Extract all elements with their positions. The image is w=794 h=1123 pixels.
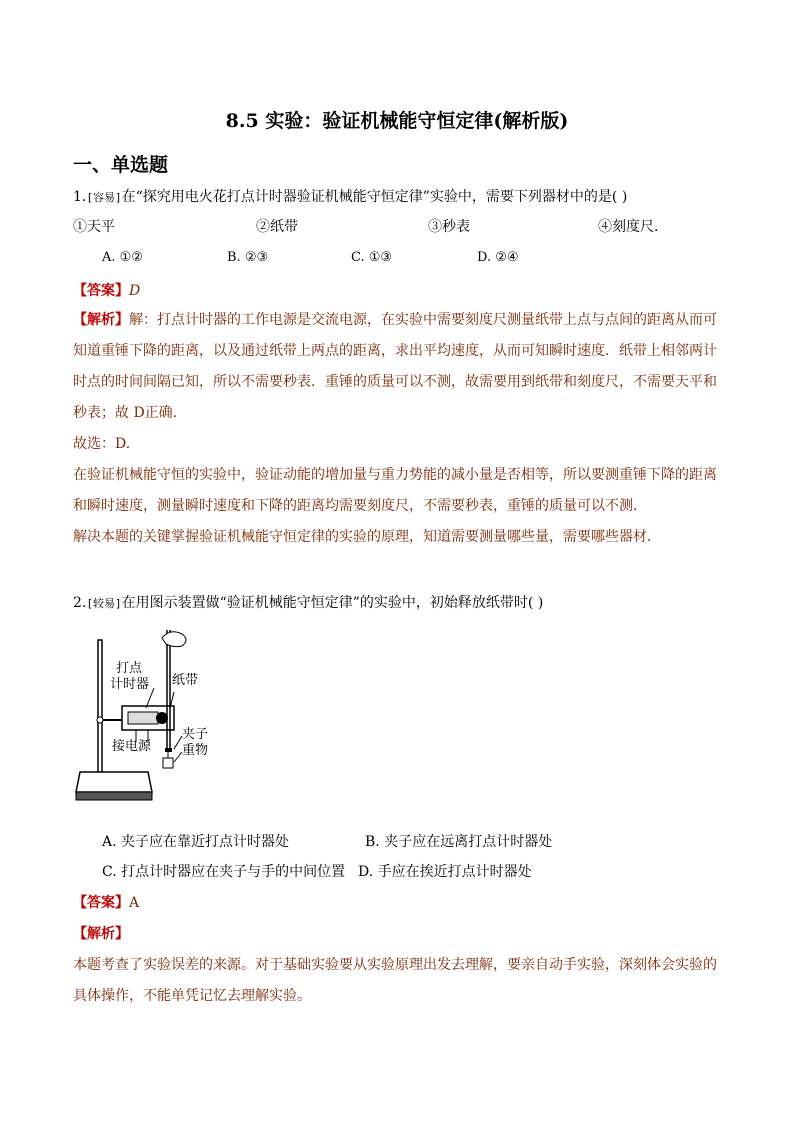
question-2-analysis bbox=[73, 950, 723, 1012]
question-1-answer: D bbox=[129, 283, 141, 299]
comment-line: 在验证机械能守恒的实验中，验证动能的增加量与重力势能的减小量是否相等，所以要测重锤下降的距离 bbox=[73, 467, 717, 483]
hand-icon bbox=[162, 632, 186, 647]
analysis-label: 【解析】 bbox=[73, 926, 129, 942]
label-clip: 夹子 bbox=[182, 727, 209, 742]
question-1-stem: 在“探究用电火花打点计时器验证机械能守恒定律”实验中，需要下列器材中的是( ) bbox=[121, 189, 628, 205]
question-1-option-b: B. ②③ bbox=[227, 250, 269, 265]
question-1-number: 1. bbox=[73, 189, 87, 205]
question-1-analysis bbox=[73, 305, 723, 553]
question-2-option-c: C. 打点计时器应在夹子与手的中间位置 bbox=[102, 864, 346, 880]
label-weight: 重物 bbox=[182, 743, 209, 758]
question-2-option-a: A. 夹子应在靠近打点计时器处 bbox=[102, 834, 290, 850]
question-1-option-d: D. ②④ bbox=[477, 250, 519, 265]
question-2-stem-row bbox=[73, 594, 543, 613]
analysis-line: 本题考查了实验误差的来源。对于基础实验要从实验原理出发去理解，要亲自动手实验，深刻体会实验的 bbox=[73, 957, 717, 973]
question-1-item-3: ③秒表 bbox=[428, 219, 470, 235]
section-heading: 一、单选题 bbox=[73, 154, 169, 176]
experiment-apparatus-figure bbox=[70, 624, 230, 810]
question-1-option-c: C. ①③ bbox=[351, 250, 393, 265]
analysis-line: 知道重锤下降的距离，以及通过纸带上两点的距离，求出平均速度，从而可知瞬时速度．纸带上相邻两计 bbox=[73, 343, 717, 359]
question-2-answer-row bbox=[73, 894, 139, 912]
answer-label: 【答案】 bbox=[73, 283, 129, 299]
question-1-difficulty-tag: [容易] bbox=[86, 191, 122, 204]
question-2-answer: A bbox=[129, 895, 140, 911]
weight bbox=[163, 758, 173, 768]
label-timer-2: 计时器 bbox=[110, 677, 150, 692]
question-2-difficulty-tag: [较易] bbox=[86, 597, 122, 610]
analysis-line: 时点的时间间隔已知，所以不需要秒表．重锤的质量可以不测，故需要用到纸带和刻度尺，不需要天平和 bbox=[73, 374, 717, 390]
timer-disc bbox=[156, 712, 168, 724]
choose-line: 故选：D. bbox=[73, 436, 131, 452]
question-1-option-a: A. ①② bbox=[102, 250, 143, 265]
clip bbox=[165, 748, 172, 752]
analysis-line: 具体操作，不能单凭记忆去理解实验。 bbox=[73, 988, 311, 1004]
comment-line: 解决本题的关键掌握验证机械能守恒定律的实验的原理，知道需要测量哪些量，需要哪些器材． bbox=[73, 529, 661, 545]
question-1-item-1: ①天平 bbox=[73, 219, 115, 235]
page-title: 8.5 实验：验证机械能守恒定律(解析版) bbox=[225, 110, 569, 132]
label-power: 接电源 bbox=[112, 739, 152, 754]
answer-label: 【答案】 bbox=[73, 895, 129, 911]
label-tape: 纸带 bbox=[172, 673, 199, 688]
stand-base-edge bbox=[76, 792, 152, 800]
analysis-line: 秒表；故 D正确． bbox=[73, 405, 187, 421]
timer-coil bbox=[128, 712, 158, 724]
analysis-label: 【解析】 bbox=[73, 312, 129, 328]
question-2-number: 2. bbox=[73, 595, 87, 611]
question-2-stem: 在用图示装置做“验证机械能守恒定律”的实验中，初始释放纸带时( ) bbox=[121, 595, 544, 611]
question-1-stem-row bbox=[73, 188, 627, 207]
question-1-answer-row bbox=[73, 282, 140, 300]
clamp-knob bbox=[97, 717, 103, 723]
stand-base bbox=[76, 772, 152, 792]
comment-line: 和瞬时速度，测量瞬时速度和下降的距离均需要刻度尺，不需要秒表，重锤的质量可以不测． bbox=[73, 498, 647, 514]
analysis-line: 【解析】解：打点计时器的工作电源是交流电源，在实验中需要刻度尺测量纸带上点与点间的距离从而可 bbox=[73, 312, 717, 328]
stand-rod bbox=[98, 640, 102, 788]
question-2-option-d: D. 手应在挨近打点计时器处 bbox=[358, 864, 532, 880]
label-timer-1: 打点 bbox=[116, 661, 143, 676]
question-1-item-2: ②纸带 bbox=[256, 219, 298, 235]
question-2-option-b: B. 夹子应在远离打点计时器处 bbox=[365, 834, 553, 850]
question-1-item-4: ④刻度尺. bbox=[598, 219, 659, 235]
